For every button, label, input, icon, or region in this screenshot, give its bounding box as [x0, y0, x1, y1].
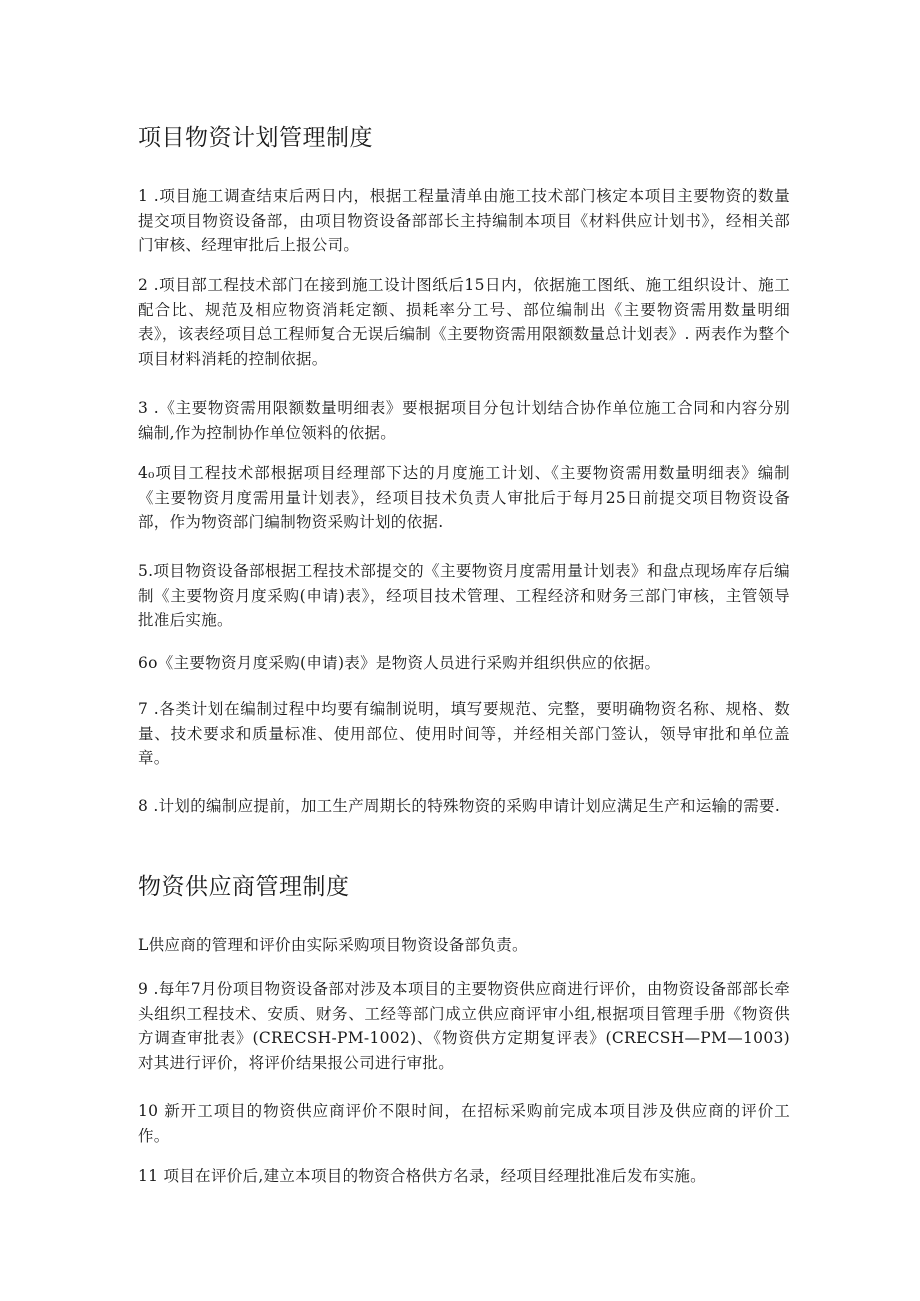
- paragraph-6: 6o《主要物资月度采购(申请)表》是物资人员进行采购并组织供应的依据。: [138, 654, 661, 672]
- paragraph-L: L供应商的管理和评价由实际采购项目物资设备部负责。: [138, 936, 528, 954]
- paragraph-5: 5.项目物资设备部根据工程技术部提交的《主要物资月度需用量计划表》和盘点现场库存后编制《主要物资月度采购(申请)表》，经项目技术管理、工程经济和财务三部门审核，主管领导批准后实施。: [138, 562, 790, 629]
- paragraph-8: 8 .计划的编制应提前，加工生产周期长的特殊物资的采购申请计划应满足生产和运输的需要.: [138, 797, 781, 815]
- paragraph-2: 2 .项目部工程技术部门在接到施工设计图纸后15日内，依据施工图纸、施工组织设计、施工配合比、规范及相应物资消耗定额、损耗率分工号、部位编制出《主要物资需用数量明细表》，该表经项目总工程师复合无误后编制《主要物资需用限额数量总计划表》. 两表作为整个项目材料消耗的控制依据。: [138, 276, 790, 368]
- paragraph-9: 9 .每年7月份项目物资设备部对涉及本项目的主要物资供应商进行评价，由物资设备部部长牵头组织工程技术、安质、财务、工经等部门成立供应商评审小组,根据项目管理手册《物资供方调查审批表》(CRECSH-PM-1002)、《物资供方定期复评表》(CRECSH—PM—1003)对其进行评价，将评价结果报公司进行审批。: [138, 980, 790, 1072]
- paragraph-1: 1 .项目施工调查结束后两日内，根据工程量清单由施工技术部门核定本项目主要物资的数量提交项目物资设备部，由项目物资设备部部长主持编制本项目《材料供应计划书》，经相关部门审核、经理审批后上报公司。: [138, 187, 790, 254]
- section-heading-supplier: 物资供应商管理制度: [138, 874, 350, 900]
- paragraph-3: 3 .《主要物资需用限额数量明细表》要根据项目分包计划结合协作单位施工合同和内容分别编制,作为控制协作单位领料的依据。: [138, 399, 790, 442]
- section-heading-plan: 项目物资计划管理制度: [138, 125, 373, 151]
- paragraph-11: 11 项目在评价后,建立本项目的物资合格供方名录，经项目经理批准后发布实施。: [138, 1167, 706, 1185]
- paragraph-7: 7 .各类计划在编制过程中均要有编制说明，填写要规范、完整，要明确物资名称、规格、数量、技术要求和质量标准、使用部位、使用时间等，并经相关部门签认，领导审批和单位盖章。: [138, 700, 790, 767]
- paragraph-4: 4₀项目工程技术部根据项目经理部下达的月度施工计划、《主要物资需用数量明细表》编制《主要物资月度需用量计划表》，经项目技术负责人审批后于每月25日前提交项目物资设备部，作为物资部门编制物资采购计划的依据.: [138, 464, 790, 531]
- paragraph-10: 10 新开工项目的物资供应商评价不限时间，在招标采购前完成本项目涉及供应商的评价工作。: [138, 1102, 790, 1145]
